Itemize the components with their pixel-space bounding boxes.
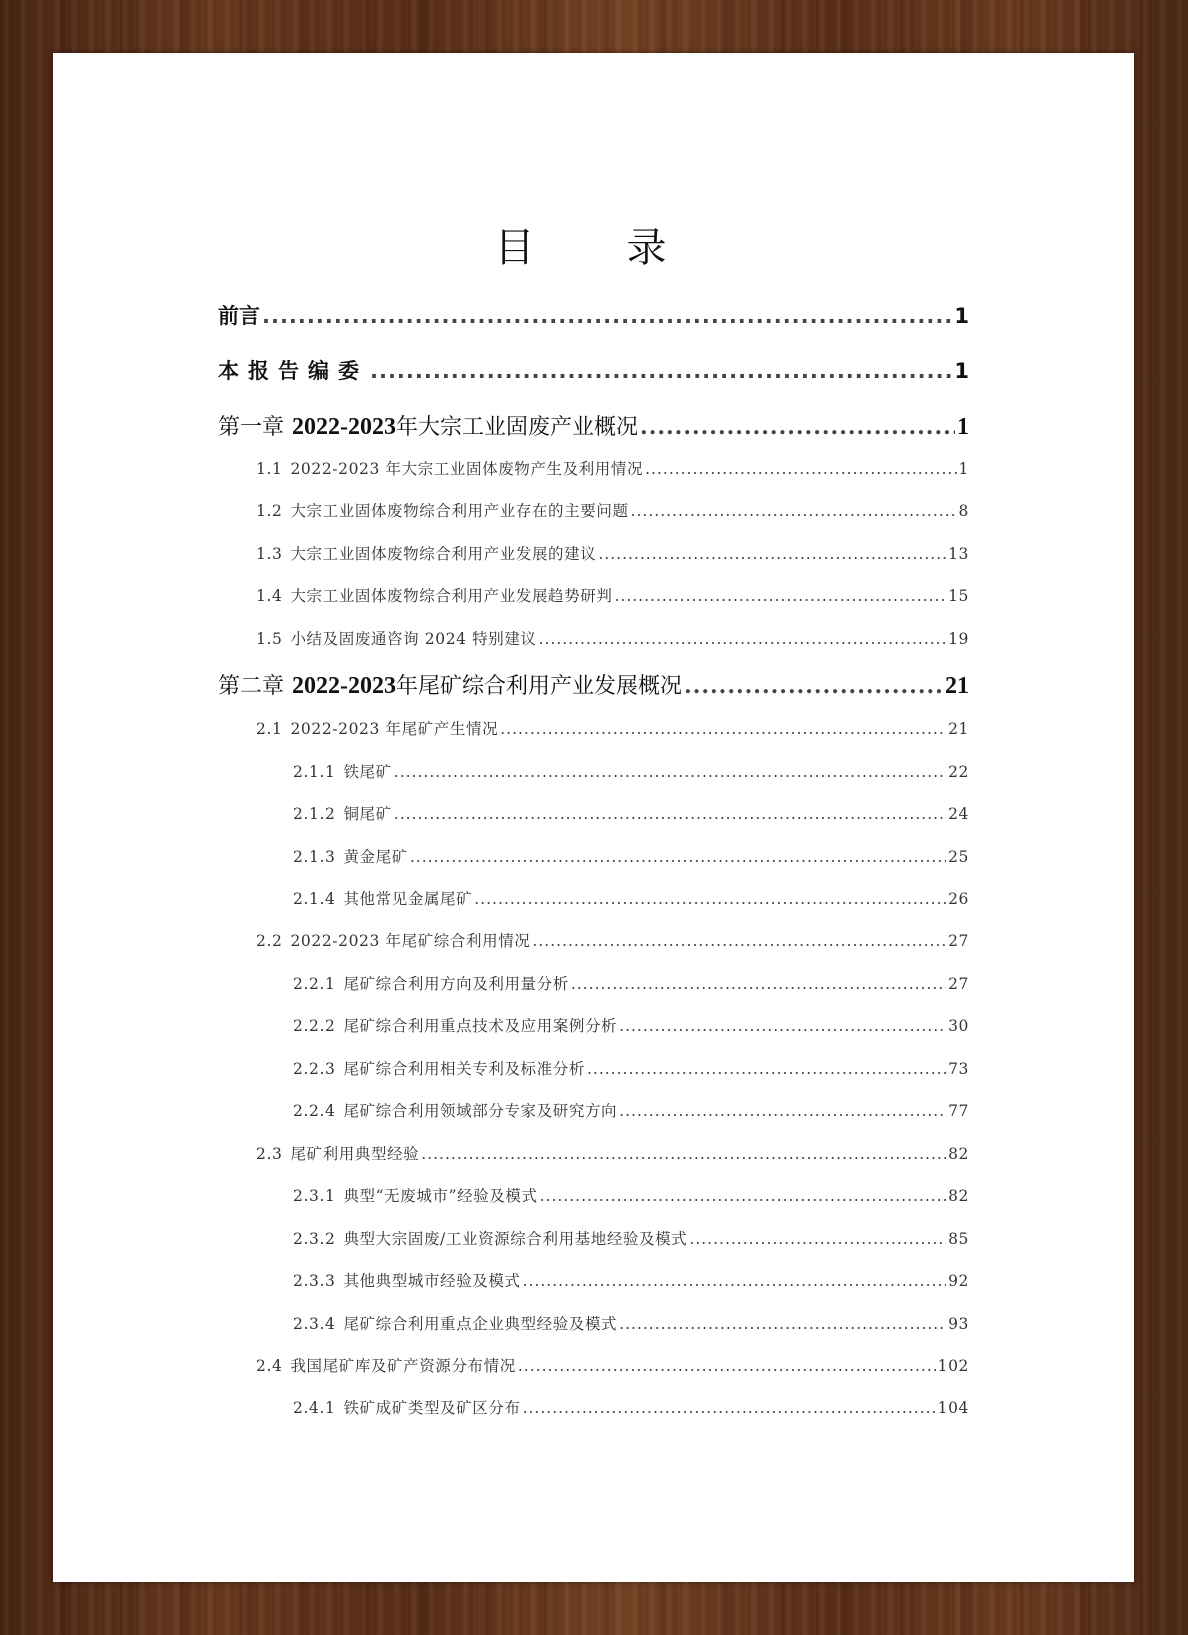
section-title: 典型大宗固废/工业资源综合利用基地经验及模式 bbox=[343, 1230, 688, 1248]
toc-entry[interactable] bbox=[256, 1354, 969, 1376]
toc-entry-label bbox=[293, 802, 392, 824]
dot-leader bbox=[394, 805, 946, 823]
section-title: 小结及固废通咨询 2024 特别建议 bbox=[290, 630, 537, 648]
dot-leader bbox=[614, 587, 946, 605]
section-title: 尾矿综合利用重点企业典型经验及模式 bbox=[343, 1315, 618, 1333]
toc-entry[interactable] bbox=[256, 584, 969, 606]
section-title: 其他常见金属尾矿 bbox=[343, 890, 473, 908]
section-number: 2.2 bbox=[256, 932, 283, 950]
page-number: 1 bbox=[954, 304, 969, 328]
section-title: 尾矿综合利用方向及利用量分析 bbox=[343, 975, 569, 993]
dot-leader bbox=[540, 1187, 946, 1205]
section-title: 铁尾矿 bbox=[343, 763, 392, 781]
section-number: 2.1.2 bbox=[293, 805, 336, 823]
dot-leader bbox=[640, 414, 955, 440]
dot-leader bbox=[645, 460, 956, 478]
section-title: 大宗工业固体废物综合利用产业存在的主要问题 bbox=[290, 502, 629, 520]
toc-entry-label bbox=[218, 355, 368, 385]
toc-entry-label bbox=[293, 1184, 538, 1206]
section-title: 2022-2023 年尾矿产生情况 bbox=[290, 720, 499, 738]
section-number: 2.4 bbox=[256, 1357, 283, 1375]
dot-leader bbox=[518, 1357, 936, 1375]
page-number: 73 bbox=[948, 1060, 969, 1078]
toc-entry-label bbox=[293, 845, 408, 867]
dot-leader bbox=[539, 630, 947, 648]
toc-entry-label bbox=[256, 1142, 419, 1164]
chapter-number: 第一章 bbox=[218, 415, 285, 440]
page-number: 27 bbox=[948, 975, 969, 993]
page-number: 15 bbox=[948, 587, 969, 605]
page-number: 19 bbox=[948, 630, 969, 648]
page-number: 1 bbox=[954, 359, 969, 383]
section-number: 2.1.4 bbox=[293, 890, 336, 908]
dot-leader bbox=[684, 673, 943, 699]
chapter-year: 2022-2023 bbox=[292, 673, 397, 699]
chapter-number: 第二章 bbox=[218, 674, 285, 699]
toc-entry-label bbox=[293, 1014, 617, 1036]
page-number: 27 bbox=[948, 932, 969, 950]
dot-leader bbox=[523, 1399, 936, 1417]
toc-entry[interactable] bbox=[293, 802, 969, 824]
toc-entry[interactable] bbox=[256, 499, 969, 521]
section-title: 其他典型城市经验及模式 bbox=[343, 1272, 521, 1290]
toc-entry-label bbox=[293, 1312, 617, 1334]
dot-leader bbox=[394, 763, 946, 781]
page-number: 26 bbox=[948, 890, 969, 908]
toc-entry-label bbox=[256, 542, 596, 564]
toc-entry-label bbox=[293, 1227, 687, 1249]
chapter-year: 2022-2023 bbox=[292, 414, 397, 440]
page-number: 1 bbox=[958, 460, 969, 478]
dot-leader bbox=[370, 359, 952, 383]
toc-entry-label bbox=[256, 627, 537, 649]
section-title: 尾矿综合利用重点技术及应用案例分析 bbox=[343, 1017, 618, 1035]
dot-leader bbox=[619, 1102, 946, 1120]
toc-entry-label bbox=[293, 760, 392, 782]
toc-entry[interactable] bbox=[293, 887, 969, 909]
section-title: 典型“无废城市”经验及模式 bbox=[343, 1187, 538, 1205]
section-number: 1.5 bbox=[256, 630, 283, 648]
dot-leader bbox=[587, 1060, 946, 1078]
page-number: 13 bbox=[948, 545, 969, 563]
page-number: 21 bbox=[945, 673, 969, 699]
section-number: 2.1.1 bbox=[293, 763, 336, 781]
toc-entry-label bbox=[293, 972, 569, 994]
section-title: 本报告编委 bbox=[218, 359, 368, 383]
section-number: 2.2.2 bbox=[293, 1017, 336, 1035]
toc-entry-label bbox=[218, 300, 260, 330]
toc-entry-label bbox=[293, 1269, 521, 1291]
toc-entry-label bbox=[256, 1354, 516, 1376]
toc-entry-label bbox=[293, 1099, 617, 1121]
chapter-title: 年大宗工业固废产业概况 bbox=[396, 415, 639, 440]
dot-leader bbox=[523, 1272, 947, 1290]
chapter-title: 年尾矿综合利用产业发展概况 bbox=[396, 674, 683, 699]
toc-entry[interactable] bbox=[256, 1142, 969, 1164]
page-number: 82 bbox=[948, 1145, 969, 1163]
section-title: 2022-2023 年尾矿综合利用情况 bbox=[290, 932, 531, 950]
section-number: 2.2.3 bbox=[293, 1060, 336, 1078]
section-number: 2.3 bbox=[256, 1145, 283, 1163]
section-title: 尾矿综合利用相关专利及标准分析 bbox=[343, 1060, 585, 1078]
dot-leader bbox=[619, 1315, 946, 1333]
section-number: 2.1 bbox=[256, 720, 283, 738]
page-number: 24 bbox=[948, 805, 969, 823]
page-number: 22 bbox=[948, 763, 969, 781]
toc-title: 目 录 bbox=[494, 225, 693, 271]
dot-leader bbox=[421, 1145, 946, 1163]
toc-entry[interactable] bbox=[256, 929, 969, 951]
toc-entry-label bbox=[256, 584, 612, 606]
section-number: 2.2.1 bbox=[293, 975, 336, 993]
section-number: 2.1.3 bbox=[293, 848, 336, 866]
toc-entry[interactable] bbox=[293, 972, 969, 994]
section-title: 铜尾矿 bbox=[343, 805, 392, 823]
toc-entry[interactable] bbox=[293, 760, 969, 782]
section-title: 2022-2023 年大宗工业固体废物产生及利用情况 bbox=[290, 460, 644, 478]
toc-entry-label bbox=[256, 499, 629, 521]
toc-entry-label bbox=[218, 410, 638, 441]
toc-entry-label bbox=[256, 457, 643, 479]
toc-entry[interactable] bbox=[218, 300, 969, 330]
dot-leader bbox=[262, 304, 952, 328]
toc-entry[interactable] bbox=[293, 1269, 969, 1291]
page-number: 85 bbox=[948, 1230, 969, 1248]
toc-entry[interactable] bbox=[293, 1312, 969, 1334]
toc-entry[interactable] bbox=[293, 845, 969, 867]
toc-entry[interactable] bbox=[293, 1227, 969, 1249]
page-number: 30 bbox=[948, 1017, 969, 1035]
section-title: 我国尾矿库及矿产资源分布情况 bbox=[290, 1357, 516, 1375]
toc-entry[interactable] bbox=[293, 1184, 969, 1206]
page-number: 102 bbox=[937, 1357, 969, 1375]
section-title: 尾矿综合利用领域部分专家及研究方向 bbox=[343, 1102, 618, 1120]
section-title: 大宗工业固体废物综合利用产业发展的建议 bbox=[290, 545, 597, 563]
section-title: 铁矿成矿类型及矿区分布 bbox=[343, 1399, 521, 1417]
section-title: 前言 bbox=[218, 304, 260, 328]
section-number: 2.3.1 bbox=[293, 1187, 336, 1205]
toc-entry[interactable] bbox=[256, 542, 969, 564]
dot-leader bbox=[571, 975, 946, 993]
section-number: 1.3 bbox=[256, 545, 283, 563]
document-page bbox=[53, 53, 1134, 1582]
page-number: 21 bbox=[948, 720, 969, 738]
toc-entry[interactable] bbox=[256, 717, 969, 739]
section-title: 大宗工业固体废物综合利用产业发展趋势研判 bbox=[290, 587, 613, 605]
section-number: 2.3.2 bbox=[293, 1230, 336, 1248]
page-number: 82 bbox=[948, 1187, 969, 1205]
toc-entry[interactable] bbox=[293, 1099, 969, 1121]
dot-leader bbox=[631, 502, 957, 520]
section-number: 2.3.4 bbox=[293, 1315, 336, 1333]
toc-entry[interactable] bbox=[256, 627, 969, 649]
toc-entry[interactable] bbox=[293, 1057, 969, 1079]
toc-entry[interactable] bbox=[218, 355, 969, 385]
dot-leader bbox=[619, 1017, 946, 1035]
toc-entry-label bbox=[293, 887, 472, 909]
section-number: 1.4 bbox=[256, 587, 283, 605]
section-title: 黄金尾矿 bbox=[343, 848, 408, 866]
toc-entry[interactable] bbox=[218, 669, 969, 700]
page-number: 8 bbox=[958, 502, 969, 520]
page-number: 1 bbox=[957, 414, 969, 440]
toc-entry-label bbox=[256, 717, 498, 739]
section-number: 1.2 bbox=[256, 502, 283, 520]
toc-entry[interactable] bbox=[293, 1014, 969, 1036]
toc-entry-label bbox=[218, 669, 682, 700]
dot-leader bbox=[689, 1230, 946, 1248]
toc-entry[interactable] bbox=[218, 410, 969, 441]
dot-leader bbox=[474, 890, 946, 908]
section-number: 2.4.1 bbox=[293, 1399, 336, 1417]
section-number: 1.1 bbox=[256, 460, 283, 478]
toc-entry-label bbox=[293, 1057, 585, 1079]
dot-leader bbox=[598, 545, 946, 563]
page-number: 104 bbox=[937, 1399, 969, 1417]
toc-entry-label bbox=[293, 1396, 521, 1418]
page-number: 25 bbox=[948, 848, 969, 866]
dot-leader bbox=[500, 720, 946, 738]
toc-entry[interactable] bbox=[256, 457, 969, 479]
dot-leader bbox=[410, 848, 946, 866]
dot-leader bbox=[532, 932, 946, 950]
section-title: 尾矿利用典型经验 bbox=[290, 1145, 420, 1163]
section-number: 2.3.3 bbox=[293, 1272, 336, 1290]
toc-entry[interactable] bbox=[293, 1396, 969, 1418]
page-number: 93 bbox=[948, 1315, 969, 1333]
page-number: 77 bbox=[948, 1102, 969, 1120]
toc-entry-label bbox=[256, 929, 530, 951]
section-number: 2.2.4 bbox=[293, 1102, 336, 1120]
page-number: 92 bbox=[948, 1272, 969, 1290]
